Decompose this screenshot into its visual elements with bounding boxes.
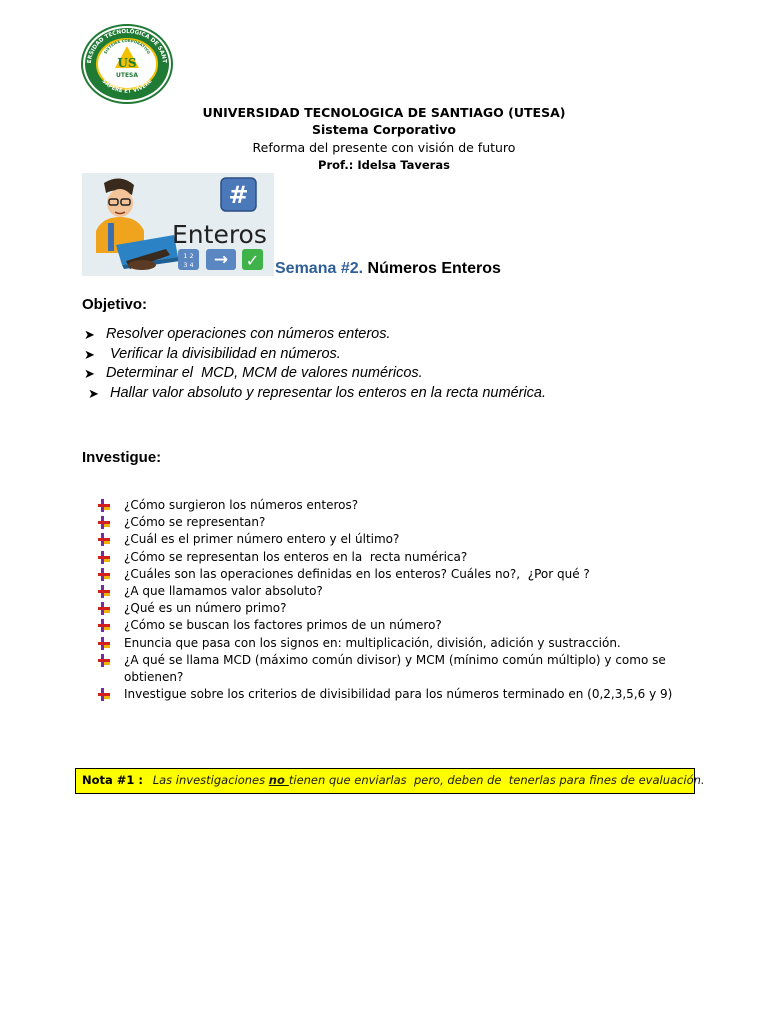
arrow-bullet-icon: ➤ — [84, 327, 95, 342]
flag-bullet-icon — [98, 619, 112, 632]
note-label: Nota #1 : — [82, 773, 144, 787]
flag-bullet-icon — [98, 551, 112, 564]
list-item: ¿Cómo surgieron los números enteros? — [98, 497, 678, 514]
objective-list — [84, 326, 724, 404]
investigate-list — [98, 497, 678, 703]
svg-text:✓: ✓ — [245, 251, 260, 270]
system-name: Sistema Corporativo — [311, 122, 457, 137]
week-topic: Números Enteros — [367, 260, 501, 277]
list-item: ¿Qué es un número primo? — [98, 600, 678, 617]
objective-item: ➤ Resolver operaciones con números enteros. — [84, 326, 391, 342]
objective-heading: Objetivo: — [82, 296, 148, 313]
svg-text:→: → — [213, 250, 229, 270]
utesa-logo — [81, 24, 173, 104]
arrow-bullet-icon: ➤ — [88, 385, 99, 401]
flag-bullet-icon — [98, 585, 112, 598]
objective-item: ➤ Determinar el MCD, MCM de valores numéricos. — [84, 365, 423, 381]
flag-bullet-icon — [98, 637, 112, 650]
flag-bullet-icon — [98, 499, 112, 512]
arrow-bullet-icon: ➤ — [84, 346, 95, 362]
list-item: ¿A qué se llama MCD (máximo común divisor) y MCM (mínimo común múltiplo) y como se obtienen? — [98, 652, 678, 686]
objective-item: ➤ Verificar la divisibilidad en números. — [84, 345, 341, 362]
banner-word: Enteros — [172, 220, 267, 249]
flag-bullet-icon — [98, 654, 112, 667]
list-item: ¿Cuáles son las operaciones definidas en los enteros? Cuáles no?, ¿Por qué ? — [98, 566, 678, 583]
logo-ring-text-top: ERSIDAD TECNOLÓGICA DE SANT — [86, 28, 168, 64]
list-item: ¿Cuál es el primer número entero y el último? — [98, 531, 678, 548]
note-emphasis: no — [268, 773, 289, 787]
week-title — [275, 260, 501, 278]
arrow-bullet-icon: ➤ — [84, 366, 95, 381]
logo-inner-text: SISTEMA CORPORATIVO — [102, 37, 152, 55]
flag-bullet-icon — [98, 533, 112, 546]
check-icon — [242, 249, 263, 270]
flag-bullet-icon — [98, 516, 112, 529]
note-text: Las investigaciones no tienen que enviarlas pero, deben de tenerlas para fines de evaluación. — [152, 773, 705, 787]
list-item: ¿Cómo se buscan los factores primos de un número? — [98, 617, 678, 634]
professor-name: Prof.: Idelsa Taveras — [318, 158, 450, 172]
objective-item: ➤ Hallar valor absoluto y representar los enteros en la recta numérica. — [88, 384, 547, 401]
svg-text:#: # — [228, 181, 249, 209]
flag-bullet-icon — [98, 602, 112, 615]
university-name: UNIVERSIDAD TECNOLOGICA DE SANTIAGO (UTESA) — [202, 105, 566, 120]
week-label: Semana #2. — [275, 260, 364, 277]
investigate-heading: Investigue: — [82, 449, 162, 466]
logo-monogram: US — [117, 56, 137, 70]
list-item: Investigue sobre los criterios de divisibilidad para los números terminado en (0,2,3,5,6 y 9) — [98, 686, 678, 703]
list-item: ¿A que llamamos valor absoluto? — [98, 583, 678, 600]
hash-icon — [221, 178, 256, 211]
enteros-banner-image — [82, 173, 274, 276]
list-item: Enuncia que pasa con los signos en: multiplicación, división, adición y sustracción. — [98, 635, 678, 652]
note-box — [75, 768, 705, 794]
list-item: ¿Cómo se representan? — [98, 514, 678, 531]
numbers-icon — [178, 249, 199, 270]
flag-bullet-icon — [98, 688, 112, 701]
logo-ring-text-bottom: SAPERE ET VIVERE — [100, 78, 154, 95]
svg-text:1 2: 1 2 — [183, 252, 194, 260]
list-item: ¿Cómo se representan los enteros en la recta numérica? — [98, 549, 678, 566]
arrow-right-icon — [206, 249, 236, 270]
slogan: Reforma del presente con visión de futuro — [252, 140, 516, 155]
logo-center-text: UTESA — [115, 72, 139, 79]
svg-text:3 4: 3 4 — [183, 261, 194, 269]
flag-bullet-icon — [98, 568, 112, 581]
